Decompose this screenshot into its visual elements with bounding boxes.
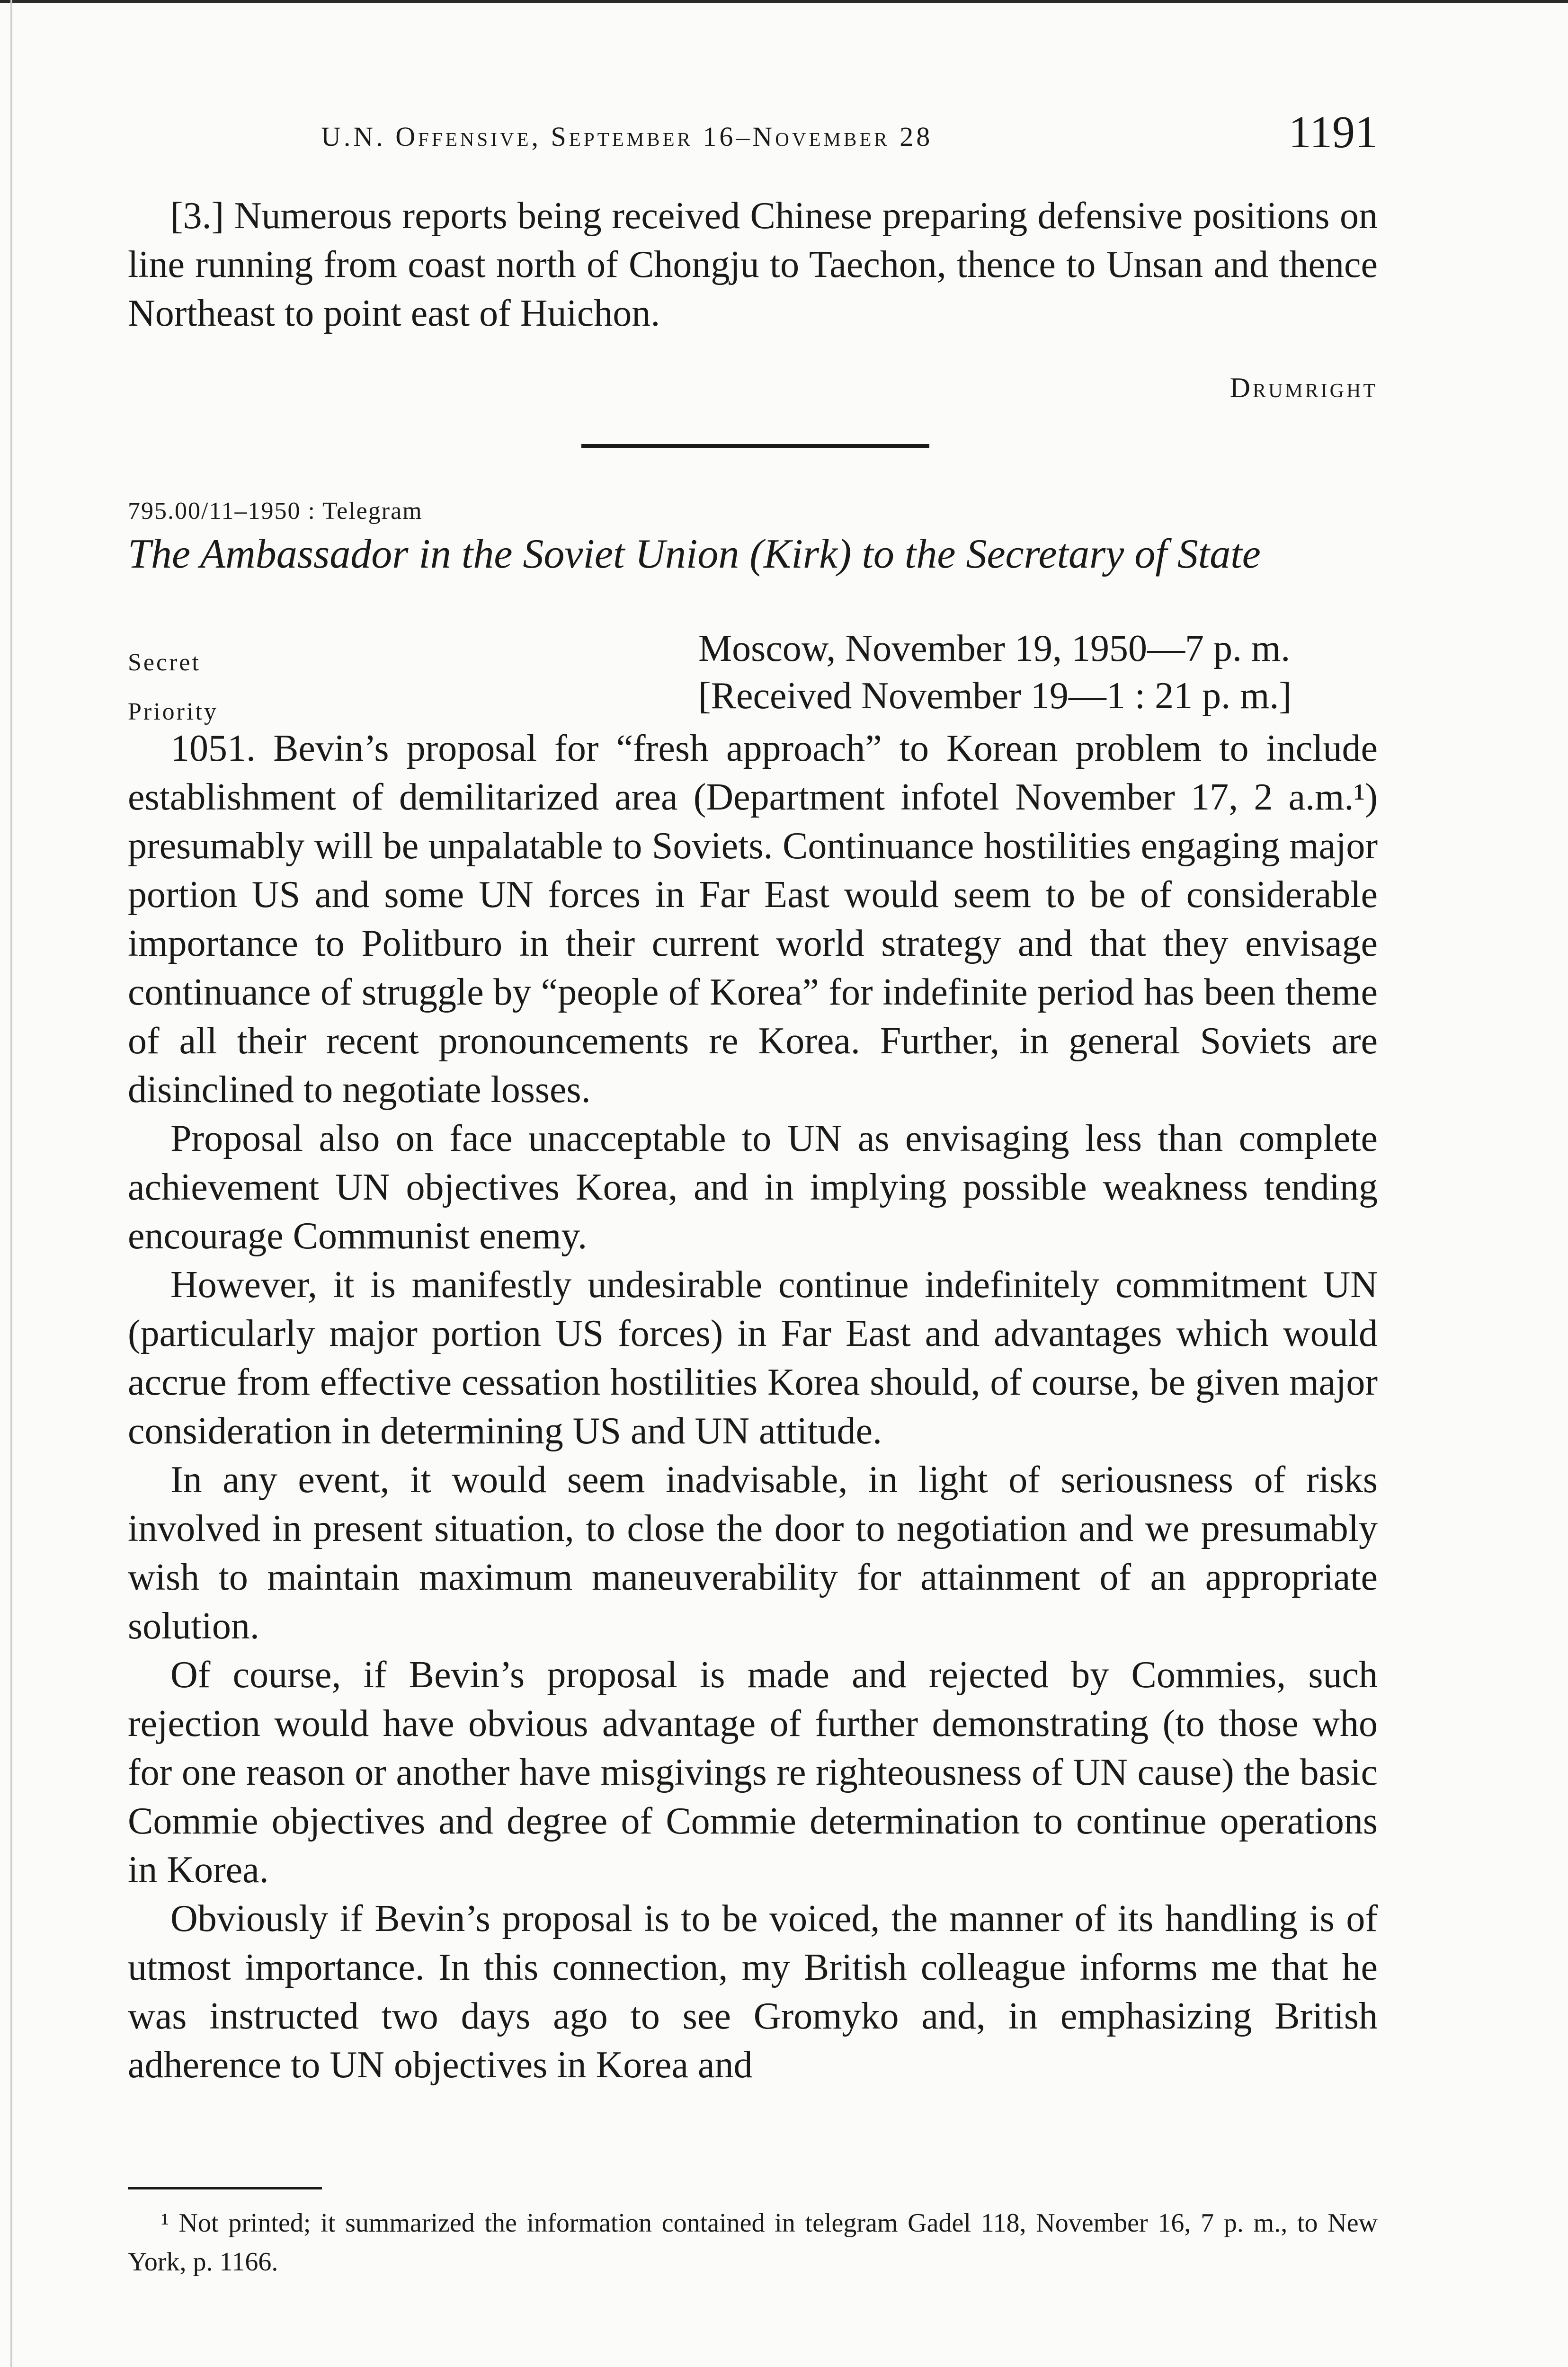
classification-priority: Priority — [128, 698, 218, 725]
scan-top-edge — [0, 0, 1568, 3]
body-paragraph: However, it is manifestly undesirable continue indefinitely commitment UN (particularly major portion US forces) in Far East and advantages which would accrue from effective cessation hostilities Korea should, of course, be given major consideration in determining US and UN attitude. — [128, 1264, 1378, 1452]
signature: Drumright — [1229, 372, 1378, 403]
body-paragraph: In any event, it would seem inadvisable, in light of seriousness of risks involved in present situation, to close the door to negotiation and we presumably wish to maintain maximum maneuverability for attainment of an appropriate solution. — [128, 1459, 1378, 1647]
body-paragraph: 1051. Bevin’s proposal for “fresh approach” to Korean problem to include establishment of demilitarized area (Department infotel November 17, 2 a.m.¹) presumably will be unpalatable to Soviets. Continuance hostilities engaging major portion US and some UN forces in Far East would seem to be of considerable importance to Politburo in their current world strategy and that they envisage continuance of struggle by “people of Korea” for indefinite period has been theme of all their recent pronouncements re Korea. Further, in general Soviets are disinclined to negotiate losses. — [128, 728, 1378, 1111]
body-paragraph: Of course, if Bevin’s proposal is made and rejected by Commies, such rejection would have obvious advantage of further demonstrating (to those who for one reason or another have misgivings re righteousness of UN cause) the basic Commie objectives and degree of Commie determination to continue operations in Korea. — [128, 1654, 1378, 1891]
classification-secret: Secret — [128, 649, 201, 676]
footnote-divider — [128, 2187, 322, 2189]
previous-telegram-paragraph: [3.] Numerous reports being received Chinese preparing defensive positions on line running from coast north of Chongju to Taechon, thence to Unsan and thence Northeast to point east of Huichon. — [128, 195, 1378, 334]
scan-left-edge — [10, 0, 12, 2367]
footnote: ¹ Not printed; it summarized the information contained in telegram Gadel 118, November 16, 7 p. m., to New York, p. 1166. — [128, 2208, 1378, 2277]
body-paragraph: Proposal also on face unacceptable to UN as envisaging less than complete achievement UN objectives Korea, and in implying possible weakness tending encourage Communist enemy. — [128, 1118, 1378, 1257]
dateline-sent: Moscow, November 19, 1950—7 p. m. — [698, 628, 1291, 669]
running-head: U.N. Offensive, September 16–November 28 — [321, 121, 933, 152]
telegram-body — [128, 724, 1378, 2090]
page-header — [128, 102, 1378, 159]
dateline-received: [Received November 19—1 : 21 p. m.] — [698, 675, 1292, 717]
body-paragraph: Obviously if Bevin’s proposal is to be voiced, the manner of its handling is of utmost importance. In this connection, my British colleague informs me that he was instructed two days ago to see Gromyko and, in emphasizing British adherence to UN objectives in Korea and — [128, 1898, 1378, 2086]
page-number: 1191 — [1288, 107, 1378, 157]
document-title: The Ambassador in the Soviet Union (Kirk) to the Secretary of State — [128, 531, 1261, 577]
file-reference: 795.00/11–1950 : Telegram — [128, 498, 423, 525]
section-divider — [581, 444, 929, 448]
